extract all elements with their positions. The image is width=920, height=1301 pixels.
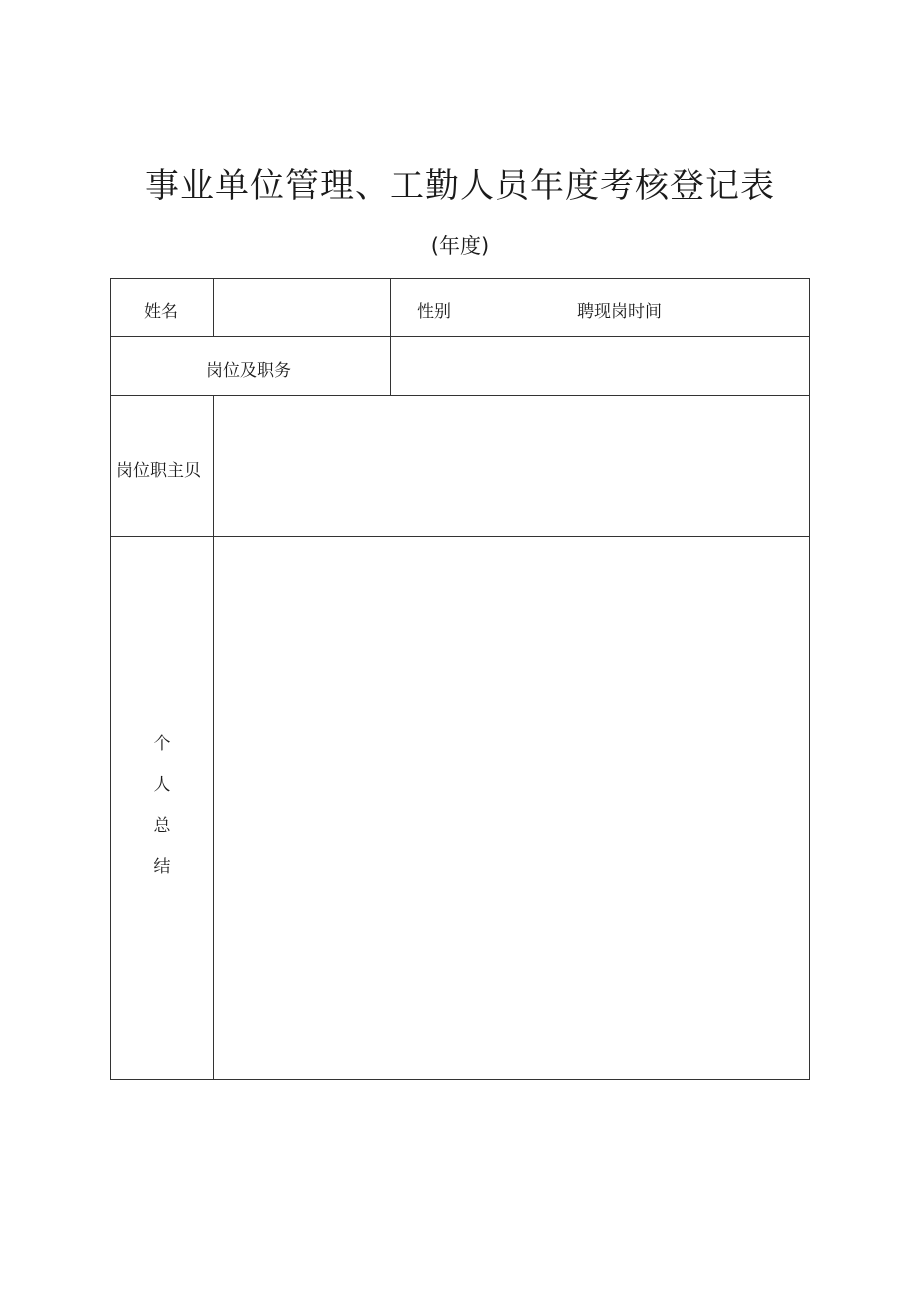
- position-field[interactable]: [393, 339, 805, 393]
- form-subtitle: (年度): [430, 234, 490, 258]
- duties-label: 岗位职主贝: [116, 461, 201, 481]
- summary-label-char-4: 结: [153, 857, 171, 877]
- row-divider-3: [110, 536, 810, 537]
- name-col-divider: [213, 278, 214, 336]
- summary-field[interactable]: [216, 539, 806, 1076]
- label-col-divider: [213, 395, 214, 1080]
- row-divider-2: [110, 395, 810, 396]
- gender-field[interactable]: [470, 281, 560, 334]
- gender-col-divider: [390, 278, 391, 395]
- table-border-bottom: [110, 1079, 810, 1080]
- table-border-left: [110, 278, 111, 1080]
- name-field[interactable]: [216, 281, 387, 334]
- form-title: 事业单位管理、工勤人员年度考核登记表: [145, 166, 775, 206]
- hire-time-field[interactable]: [675, 281, 805, 334]
- table-border-right: [809, 278, 810, 1080]
- position-label: 岗位及职务: [206, 361, 291, 381]
- row-divider-1: [110, 336, 810, 337]
- name-label: 姓名: [144, 302, 178, 322]
- summary-label-char-3: 总: [153, 816, 171, 836]
- duties-field[interactable]: [216, 398, 806, 533]
- summary-label-char-1: 个: [153, 734, 171, 754]
- hire-time-label: 聘现岗时间: [577, 302, 662, 322]
- summary-label-char-2: 人: [153, 775, 171, 795]
- table-border-top: [110, 278, 810, 279]
- gender-label: 性别: [417, 302, 451, 322]
